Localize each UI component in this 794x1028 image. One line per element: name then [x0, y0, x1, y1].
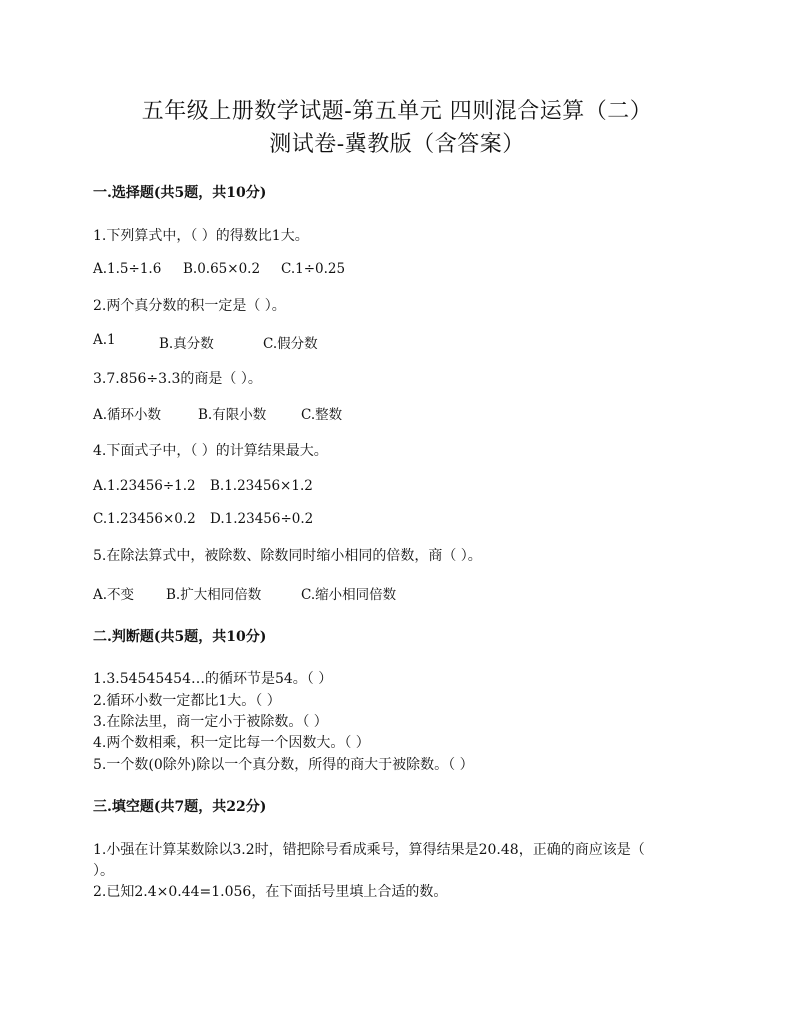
judgement-item: 1.3.54545454…的循环节是54。（ ） [93, 671, 333, 687]
document-title-line-1: 五年级上册数学试题-第五单元 四则混合运算（二） [141, 99, 653, 124]
fill-in-question-line: 1.小强在计算某数除以3.2时，错把除号看成乘号，算得结果是20.48，正确的商应该是（ [93, 842, 645, 858]
option-b: B.0.65×0.2 [183, 261, 261, 277]
question-stem: 4.下面式子中，（ ）的计算结果最大。 [93, 443, 328, 459]
fill-in-question-line: ）。 [93, 863, 114, 879]
option-b: B.有限小数 [198, 407, 267, 423]
option-b: B.扩大相同倍数 [166, 587, 262, 603]
option-a: A.循环小数 [93, 407, 162, 423]
judgement-item: 5.一个数(0除外)除以一个真分数，所得的商大于被除数。（ ） [93, 757, 474, 773]
option-a: A.1.5÷1.6 [93, 261, 162, 277]
option-c: C.1.23456×0.2 [93, 511, 196, 527]
option-b: B.真分数 [159, 336, 214, 352]
option-a: A.1.23456÷1.2 [93, 478, 196, 494]
option-c: C.缩小相同倍数 [301, 587, 397, 603]
judgement-item: 3.在除法里，商一定小于被除数。（ ） [93, 714, 328, 730]
question-stem: 1.下列算式中，（ ）的得数比1大。 [93, 228, 309, 244]
option-c: C.整数 [301, 407, 343, 423]
fill-in-question: 2.已知2.4×0.44=1.056，在下面括号里填上合适的数。 [93, 884, 448, 900]
section-heading-choice: 一.选择题(共5题，共10分) [93, 185, 267, 201]
judgement-item: 2.循环小数一定都比1大。（ ） [93, 693, 281, 709]
option-d: D.1.23456÷0.2 [210, 511, 314, 527]
option-a: A.1 [93, 332, 116, 348]
option-c: C.假分数 [263, 336, 318, 352]
question-stem: 5.在除法算式中，被除数、除数同时缩小相同的倍数，商（ ）。 [93, 548, 482, 564]
question-stem: 2.两个真分数的积一定是（ ）。 [93, 298, 286, 314]
option-c: C.1÷0.25 [281, 261, 346, 277]
judgement-item: 4.两个数相乘，积一定比每一个因数大。（ ） [93, 735, 370, 751]
section-heading-fill-in: 三.填空题(共7题，共22分) [93, 799, 267, 815]
section-heading-judgement: 二.判断题(共5题，共10分) [93, 629, 267, 645]
option-b: B.1.23456×1.2 [210, 478, 313, 494]
question-stem: 3.7.856÷3.3的商是（ ）。 [93, 371, 262, 387]
document-title-line-2: 测试卷-冀教版（含答案） [269, 132, 525, 157]
option-a: A.不变 [93, 587, 135, 603]
